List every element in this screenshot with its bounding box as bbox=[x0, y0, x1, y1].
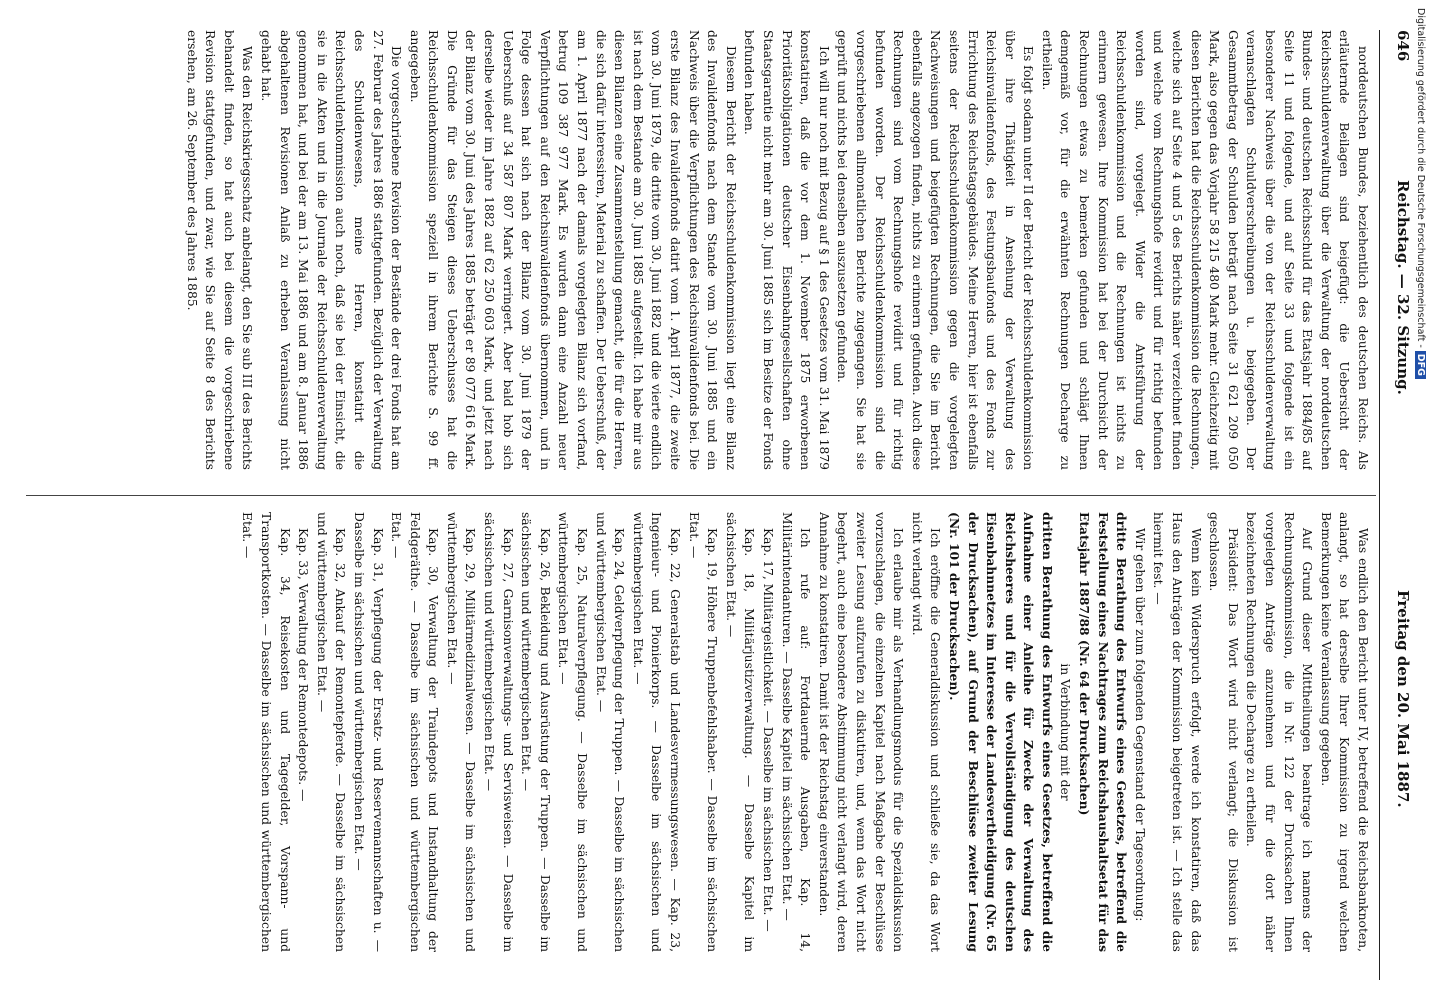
right-paragraph: Ich erlaube mir als Verhandlungsmodus für die Spezialdiskussion vorzuschlagen, die einzelnen Kapitel nach Maßgabe der Beschlüsse zweiter Lesung aufzurufen zu diskutiren, und, wenn das Wort nicht begehrt, auch eine besondere Abstimmung nicht verlangt wird, deren Annahme zu konstatiren. Damit ist der Reichstag einverstanden. bbox=[816, 512, 906, 952]
left-paragraph: Diesem Bericht der Reichsschuldenkommission liegt eine Bilanz des Invalidenfonds nach dem Stande vom 30. Juni 1885 und ein Nachweis über die Verpflichtungen des Reichsinvalidenfonds bei. Die erste Bilanz des Invalidenfonds datirt vom 1. April 1877, die zweite vom 30. Juni 1879, die dritte vom 30. Juni 1882 und die vierte endlich ist nach dem Bestande am 30. Juni 1885 aufgestellt. Ich habe mir aus diesen Bilanzen eine Zusammenstellung gemacht, die für die Herren, die sich dafür interessiren, Material zu schaffen. Der Ueberschuß, der am 1. April 1877 nach der damals vorgelegten Bilanz sich vorfand, betrug 109 387 977 Mark. Es wurden dann eine Anzahl neuer Verpflichtungen auf den Reichsinvalidenfonds übernommen, und in Folge dessen hat sich nach der Bilanz vom 30. Juni 1879 der Ueberschuß auf 34 587 807 Mark verringert. Aber bald hob sich derselbe wieder im Jahre 1882 auf 62 250 603 Mark, und jetzt nach der Bilanz vom 30. Juni des Jahres 1885 beträgt er 89 077 616 Mark. Die Gründe für das Steigen dieses Ueberschusses hat die Reichsschuldenkommission speziell in ihrem Berichte S. 99 ff. angegeben. bbox=[407, 30, 738, 470]
right-paragraph: Ich eröffne die Generaldiskussion und schließe sie, da das Wort nicht verlangt wird. bbox=[909, 512, 943, 952]
right-paragraph: Kap. 32, Ankauf der Remontepferde. — Dasselbe im sächsischen und württembergischen Etat. — bbox=[314, 512, 348, 952]
right-paragraph: in Verbindung mit der bbox=[1058, 663, 1073, 801]
rotated-page-content bbox=[20, 30, 1420, 980]
side-attribution bbox=[1410, 8, 1428, 478]
right-paragraph: dritten Berathung des Entwurfs eines Gesetzes, betreffend die Aufnahme einer Anleihe für Zwecke der Verwaltung des Reichsheeres und für die Vervollständigung des deutschen Eisenbahnnetzes im Interesse der Landesvertheidigung (Nr. 65 der Drucksachen), auf Grund der Beschlüsse zweiter Lesung (Nr. 101 der Drucksachen). bbox=[946, 512, 1055, 952]
right-paragraph: Kap. 30, Verwaltung der Traindepots und Instandhaltung der Feldgeräthe. — Dasselbe im sächsischen und württembergischen Etat. — bbox=[389, 512, 441, 952]
right-paragraph: Kap. 24, Geldverpflegung der Truppen. — Dasselbe im sächsischen und württembergischen Etat. — bbox=[593, 512, 627, 952]
right-paragraph: Kap. 19, Höhere Truppenbefehlshaber. — Dasselbe im sächsischen Etat. — bbox=[686, 512, 720, 952]
right-paragraph: Was endlich den Bericht unter IV, betreffend die Reichsbanknoten, anlangt, so hat derselbe Ihrer Kommission zu irgend welchen Bemerkungen keine Veranlassung gegeben. bbox=[1318, 512, 1370, 952]
right-paragraph: Kap. 26, Bekleidung und Ausrüstung der Truppen. — Dasselbe im sächsischen und württembergischen Etat. — bbox=[519, 512, 552, 952]
left-paragraph: norddeutschen Bundes, beziehentlich des deutschen Reichs. Als erläuternde Beilagen sind beigefügt: die Uebersicht der Reichsschuldenverwaltung über die Verwaltung der norddeutschen Bundes- und deutschen Reichsschuld für das Etatsjahr 1884/85 auf Seite 11 und folgende, und auf Seite 33 und folgende ist ein besonderer Nachweis über die von der Reichsschuldenverwaltung veranschlagten Schuldverschreibungen u. beigegeben. Der Gesammtbetrag der Schulden beträgt nach Seite 31 621 209 050 Mark, also gegen das Vorjahr 58 215 480 Mark mehr. Gleichzeitig mit diesen Berichten hat die Reichsschuldenkommission die Rechnungen, welche sich auf Seite 4 und 5 des Berichts näher verzeichnet finden und welche vom Rechnungshofe revidirt und für richtig befunden worden sind, vorgelegt. Wider die Amtsführung der Reichsschuldenkommission und die Rechnungen ist nichts zu erinnern gewesen. Ihre Kommission hat bei der Durchsicht der Rechnungen etwas zu bemerken gefunden und schlägt Ihnen demgemäß vor, für die erwähnten Rechnungen Decharge zu ertheilen. bbox=[1039, 30, 1370, 470]
right-paragraph: Wenn kein Widerspruch erfolgt, werde ich konstatiren, daß das Haus den Anträgen der Kommission beigetreten ist. — Ich stelle das hiermit fest. — bbox=[1151, 512, 1203, 952]
left-text-column bbox=[32, 30, 1372, 470]
right-paragraph: Kap. 34, Reisekosten und Tagegelder, Vorspann- und Transportkosten. — Dasselbe im sächsischen und württembergischen Etat. — bbox=[240, 512, 292, 952]
right-paragraph: Auf Grund dieser Mittheilungen beantrage ich namens der Rechnungskommission, die in Nr. 122 der Drucksachen Ihnen vorgelegten Anträge anzunehmen und für die dort näher bezeichneten Rechnungen die Decharge zu ertheilen. bbox=[1244, 512, 1315, 952]
right-paragraph: Wir gehen über zum folgenden Gegenstand der Tagesordnung: bbox=[1132, 528, 1147, 922]
left-paragraph: Die vorgeschriebene Revision der Bestände der drei Fonds hat am 27. Februar des Jahres 1886 stattgefunden. Bezüglich der Verwaltung des Schuldenwesens, meine Herren, konstatirt die Reichsschuldenkommission auch noch, daß sie bei der Einsicht, die sie in die Akten und in die Journale der Reichsschuldenverwaltung genommen hat, und bei der am 13. Mai 1886 und am 8. Januar 1886 abgehaltenen Revisionen Anlaß zu erheben Veranlassung nicht gehabt hat. bbox=[258, 30, 404, 470]
left-running-head: Reichstag. — 32. Sitzung. bbox=[1394, 180, 1412, 395]
right-text-column bbox=[32, 512, 1372, 952]
dfg-logo: DFG bbox=[1415, 351, 1426, 379]
left-paragraph: Ich will nur noch mit Bezug auf § 1 des Gesetzes vom 31. Mai 1879 konstatiren, daß die vor dem 1. November 1875 erworbenen Prioritätsobligationen deutscher Eisenbahngesellschaften ohne Staatsgarantie nicht mehr am 30. Juni 1885 sich im Besitze der Fonds befunden haben. bbox=[742, 30, 831, 470]
right-paragraph: Kap. 33, Verwaltung der Remontedepots. — bbox=[296, 528, 311, 802]
right-paragraph: Ich rufe auf: Fortdauernde Ausgaben, Kap. 14, Militärintendanturen. — Dasselbe Kapitel im sächsischen Etat. — bbox=[779, 512, 813, 952]
left-paragraph: Was den Reichskriegsschatz anbelangt, den Sie sub III des Berichts behandelt finden, so hat auch bei diesem die vorgeschriebene Revision stattgefunden, und zwar, wie Sie auf Seite 8 des Berichts ersehen, am 26. September des Jahres 1885. bbox=[184, 30, 255, 470]
right-paragraph: Präsident: Das Wort wird nicht verlangt; die Diskussion ist geschlossen. bbox=[1207, 512, 1240, 952]
right-paragraph: Kap. 29, Militärmedizinalwesen. — Dasselbe im sächsischen und württembergischen Etat. — bbox=[444, 512, 478, 952]
right-paragraph: Kap. 25, Naturalverpflegung. — Dasselbe im sächsischen und württembergischen Etat. — bbox=[556, 512, 590, 952]
right-paragraph: dritte Berathung des Entwurfs eines Gesetzes, betreffend die Feststellung eines Nachtrages zum Reichshaushaltsetat für das Etatsjahr 1887/88 (Nr. 64 der Drucksachen) bbox=[1077, 512, 1130, 952]
right-paragraph: Kap. 31, Verpflegung der Ersatz- und Reservemannschaften u. — Dasselbe im sächsischen und württembergischen Etat. — bbox=[351, 512, 385, 952]
right-running-head: Freitag den 20. Mai 1887. bbox=[1394, 590, 1412, 808]
left-paragraph: Es folgt sodann unter II der Bericht der Reichsschuldenkommission über ihre Thätigkeit in Ansehung der Verwaltung des Reichsinvalidenfonds, des Festungsbaufonds und des Fonds zur Errichtung des Reichstagsgebäudes. Meine Herren, hier ist ebenfalls seitens der Reichsschuldenkommission gegen die vorgelegten Nachweisungen und beigefügten Rechnungen, die Sie im Bericht ebenfalls angezogen finden, nichts zu erinnern gefunden. Auch diese Rechnungen sind vom Rechnungshofe revidirt und für richtig befunden worden. Der Reichsschuldenkommission sind die vorgeschriebenen allmonatlichen Berichte zugegangen. Sie hat sie geprüft und nichts bei denselben auszusetzen gefunden. bbox=[835, 30, 1036, 470]
right-paragraph: Kap. 22, Generalstab und Landesvermessungswesen. — Kap. 23, Ingenieur- und Pionierkorps. — Dasselbe im sächsischen und württembergischen Etat. — bbox=[630, 512, 683, 952]
right-paragraph: Kap. 18, Militärjustizverwaltung. — Dasselbe Kapitel im sächsischen Etat. — bbox=[723, 512, 757, 952]
attribution-text: Digitalisierung gefördert durch die Deutsche Forschungsgemeinschaft - bbox=[1415, 8, 1426, 348]
column-divider bbox=[26, 495, 1376, 496]
page-number: 646 bbox=[1394, 30, 1412, 62]
right-paragraph: Kap. 17, Militärgeistlichkeit. — Dasselbe im sächsischen Etat. — bbox=[761, 528, 775, 932]
right-paragraph: Kap. 27, Garnisonverwaltungs- und Servisweisen. — Dasselbe im sächsischen und württembergischen Etat. — bbox=[482, 512, 515, 952]
